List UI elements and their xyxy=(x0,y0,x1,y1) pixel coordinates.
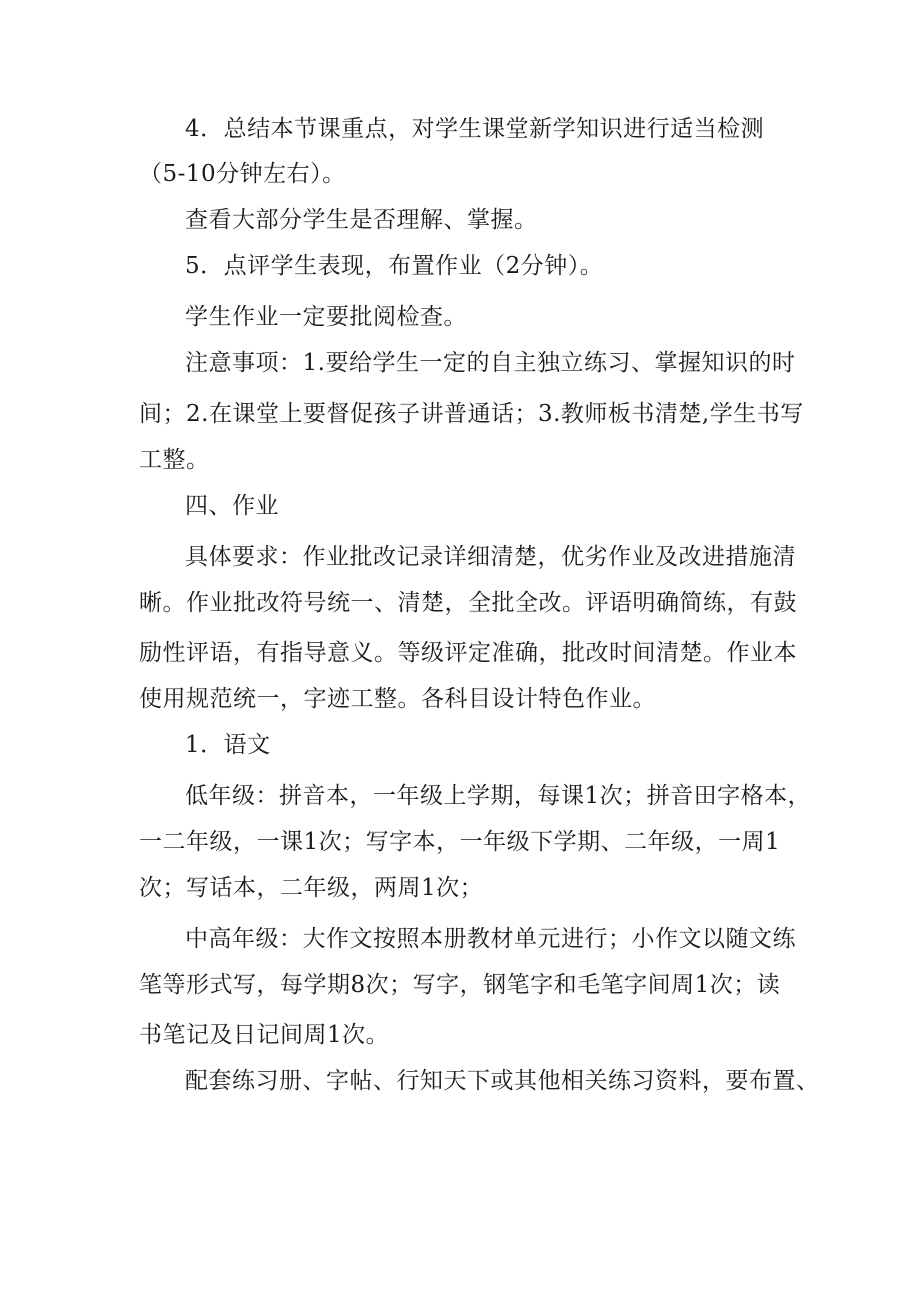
subsection-heading: 1．语文 xyxy=(185,732,271,758)
paragraph-line: 励性评语，有指导意义。等级评定准确，批改时间清楚。作业本 xyxy=(139,640,797,666)
paragraph-line: （5-10分钟左右）。 xyxy=(139,161,346,187)
paragraph-line: 一二年级，一课1次；写字本，一年级下学期、二年级，一周1 xyxy=(139,829,781,855)
paragraph-line: 中高年级：大作文按照本册教材单元进行；小作文以随文练 xyxy=(185,926,796,952)
section-heading: 四、作业 xyxy=(185,493,279,519)
paragraph-line: 晰。作业批改符号统一、清楚，全批全改。评语明确简练，有鼓 xyxy=(139,590,797,616)
paragraph-line: 具体要求：作业批改记录详细清楚，优劣作业及改进措施清 xyxy=(185,544,796,570)
paragraph-line: 5．点评学生表现，布置作业（2分钟）。 xyxy=(185,253,604,279)
paragraph-line: 次；写话本，二年级，两周1次； xyxy=(139,875,484,901)
paragraph-line: 工整。 xyxy=(139,447,210,473)
paragraph-line: 4．总结本节课重点，对学生课堂新学知识进行适当检测 xyxy=(185,116,765,142)
paragraph-line: 书笔记及日记间周1次。 xyxy=(139,1022,390,1048)
paragraph-line: 间；2.在课堂上要督促孩子讲普通话；3.教师板书清楚,学生书写 xyxy=(139,401,804,427)
paragraph-line: 注意事项：1.要给学生一定的自主独立练习、掌握知识的时 xyxy=(185,350,796,376)
paragraph-line: 查看大部分学生是否理解、掌握。 xyxy=(185,207,538,233)
paragraph-line: 笔等形式写，每学期8次；写字，钢笔字和毛笔字间周1次；读 xyxy=(139,972,781,998)
paragraph-line: 学生作业一定要批阅检查。 xyxy=(185,304,467,330)
paragraph-line: 低年级：拼音本，一年级上学期，每课1次；拼音田字格本， xyxy=(185,783,812,809)
paragraph-line: 配套练习册、字帖、行知天下或其他相关练习资料，要布置、 xyxy=(185,1068,820,1094)
paragraph-line: 使用规范统一，字迹工整。各科目设计特色作业。 xyxy=(139,686,656,712)
